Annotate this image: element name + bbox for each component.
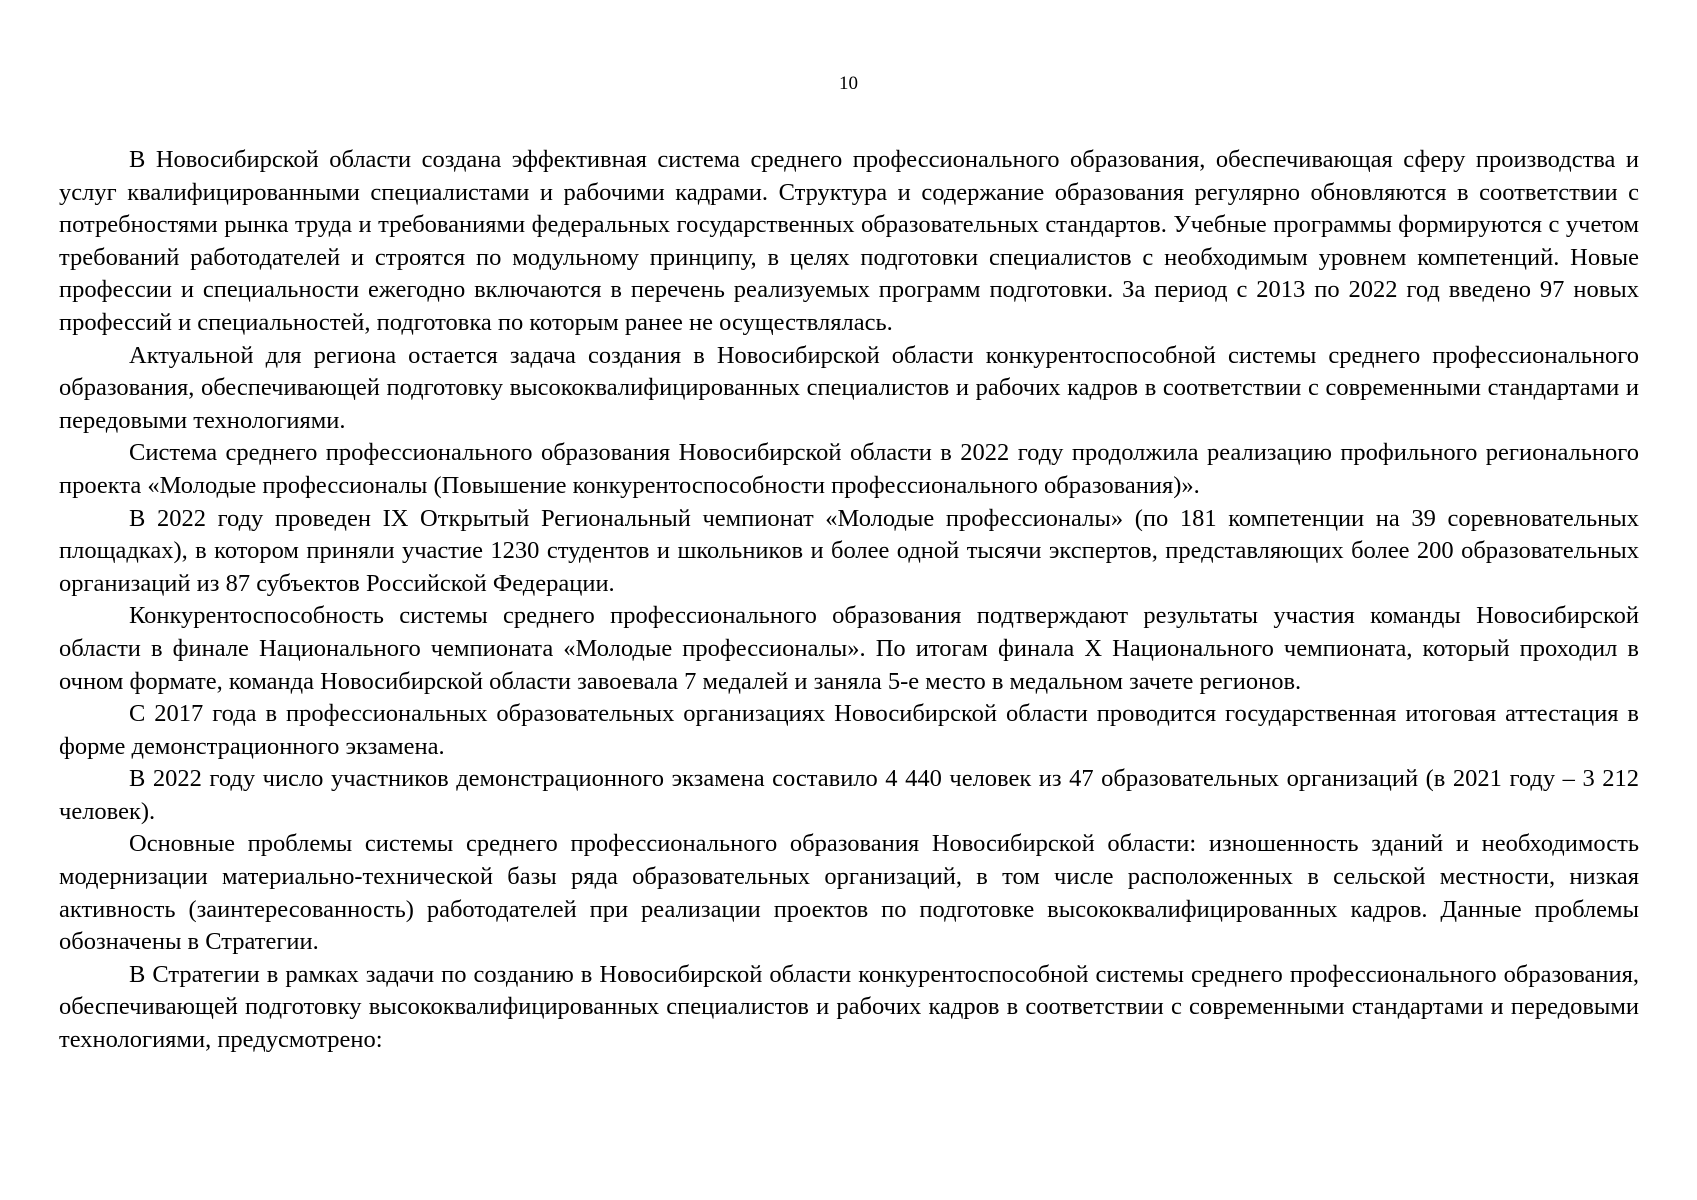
paragraph: В Новосибирской области создана эффективная система среднего профессионального образования, обеспечивающая сферу производства и услуг квалифицированными специалистами и рабочими кадрами. Структура и содержание образования регулярно обновляются в соответствии с потребностями рынка труда и требованиями федеральных государственных образовательных стандартов. Учебные программы формируются с учетом требований работодателей и строятся по модульному принципу, в целях подготовки специалистов с необходимым уровнем компетенций. Новые профессии и специальности ежегодно включаются в перечень реализуемых программ подготовки. За период с 2013 по 2022 год введено 97 новых профессий и специальностей, подготовка по которым ранее не осуществлялась. [59,146,1639,336]
paragraph: С 2017 года в профессиональных образовательных организациях Новосибирской области проводится государственная итоговая аттестация в форме демонстрационного экзамена. [59,700,1639,760]
paragraph: В 2022 году проведен IX Открытый Региональный чемпионат «Молодые профессионалы» (по 181 компетенции на 39 соревновательных площадках), в котором приняли участие 1230 студентов и школьников и более одной тысячи экспертов, представляющих более 200 образовательных организаций из 87 субъектов Российской Федерации. [59,504,1639,597]
document-body [59,144,1639,1057]
paragraph: В Стратегии в рамках задачи по созданию в Новосибирской области конкурентоспособной системы среднего профессионального образования, обеспечивающей подготовку высококвалифицированных специалистов и рабочих кадров в соответствии с современными стандартами и передовыми технологиями, предусмотрено: [59,960,1639,1054]
paragraph: Конкурентоспособность системы среднего профессионального образования подтверждают результаты участия команды Новосибирской области в финале Национального чемпионата «Молодые профессионалы». По итогам финала X Национального чемпионата, который проходил в очном формате, команда Новосибирской области завоевала 7 медалей и заняла 5-е место в медальном зачете регионов. [59,602,1639,695]
paragraph: Система среднего профессионального образования Новосибирской области в 2022 году продолжила реализацию профильного регионального проекта «Молодые профессионалы (Повышение конкурентоспособности профессионального образования)». [59,439,1639,499]
page-number: 10 [839,73,858,94]
paragraph: Актуальной для региона остается задача создания в Новосибирской области конкурентоспособной системы среднего профессионального образования, обеспечивающей подготовку высококвалифицированных специалистов и рабочих кадров в соответствии с современными стандартами и передовыми технологиями. [59,341,1639,434]
paragraph: В 2022 году число участников демонстрационного экзамена составило 4 440 человек из 47 образовательных организаций (в 2021 году – 3 212 человек). [59,765,1639,825]
paragraph: Основные проблемы системы среднего профессионального образования Новосибирской области: изношенность зданий и необходимость модернизации материально-технической базы ряда образовательных организаций, в том числе расположенных в сельской местности, низкая активность (заинтересованность) работодателей при реализации проектов по подготовке высококвалифицированных кадров. Данные проблемы обозначены в Стратегии. [59,830,1639,956]
